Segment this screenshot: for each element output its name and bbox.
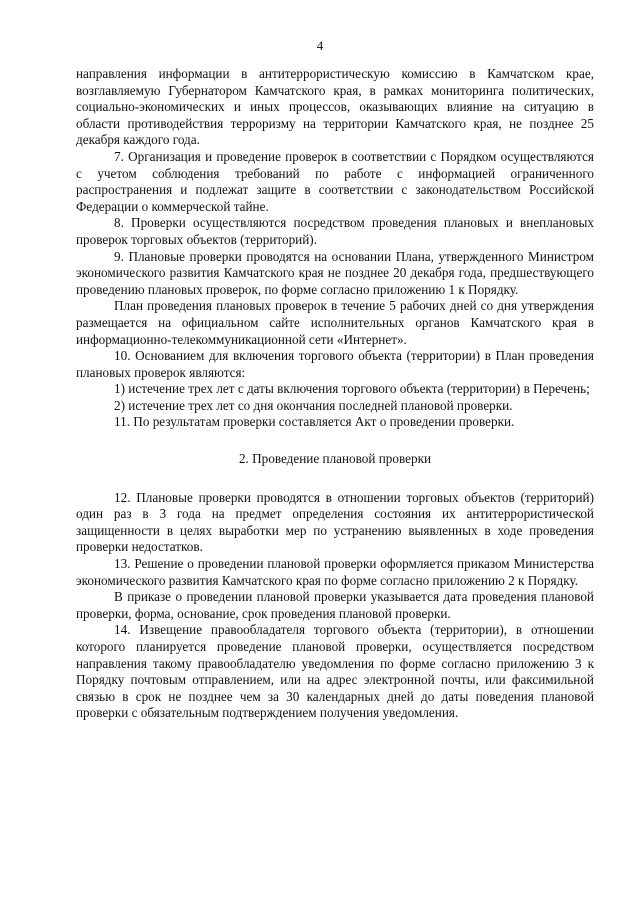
paragraph-13: 13. Решение о проведении плановой проверки оформляется приказом Министерства экономического развития Камчатского края по форме согласно приложению 2 к Порядку. [76,556,594,588]
paragraph-12: 12. Плановые проверки проводятся в отношении торговых объектов (территорий) один раз в 3 года на предмет определения состояния их антитеррористической защищенности в целях выработки мер по устранению выявленных в ходе проведения проверки недостатков. [76,489,594,555]
paragraph-14: 14. Извещение правообладателя торгового объекта (территории), в отношении которого планируется проведение плановой проверки, осуществляется посредством направления такому правообладателю уведомления по форме согласно приложению 3 к Порядку почтовым отправлением, или на адрес электронной почты, или факсимильной связью в срок не позднее чем за 30 календарных дней до даты поведения плановой проверки с обязательным подтверждением получения уведомления. [76,622,594,721]
paragraph-10: 10. Основанием для включения торгового объекта (территории) в План проведения плановых проверок являются: [76,348,594,380]
section-heading: 2. Проведение плановой проверки [238,451,432,467]
paragraph-9-plan: План проведения плановых проверок в течение 5 рабочих дней со дня утверждения размещается на официальном сайте исполнительных органов Камчатского края в информационно-телекоммуникационной сети «Интернет». [76,298,594,347]
paragraph-6-continuation: направления информации в антитеррористическую комиссию в Камчатском крае, возглавляемую Губернатором Камчатского края, в рамках мониторинга политических, социально-экономических и иных процессов, оказывающих влияние на ситуацию в области противодействия терроризму на территории Камчатского края, не позднее 25 декабря каждого года. [76,66,594,148]
paragraph-7: 7. Организация и проведение проверок в соответствии с Порядком осуществляются с учетом соблюдения требований по работе с информацией ограниченного распространения и подлежат защите в соответствии с законодательством Российской Федерации о коммерческой тайне. [76,148,594,214]
document-body [76,66,594,722]
paragraph-13-order: В приказе о проведении плановой проверки указывается дата проведения плановой проверки, форма, основание, срок проведения плановой проверки. [76,589,594,621]
paragraph-10-item-1: 1) истечение трех лет с даты включения торгового объекта (территории) в Перечень; [114,381,590,397]
paragraph-11: 11. По результатам проверки составляется Акт о проведении проверки. [114,414,515,430]
page-number: 4 [316,38,324,53]
paragraph-10-item-2: 2) истечение трех лет со дня окончания последней плановой проверки. [114,397,513,413]
paragraph-8: 8. Проверки осуществляются посредством проведения плановых и внеплановых проверок торговых объектов (территорий). [76,215,594,247]
paragraph-9: 9. Плановые проверки проводятся на основании Плана, утвержденного Министром экономического развития Камчатского края не позднее 20 декабря года, предшествующего проведению плановых проверок, по форме согласно приложению 1 к Порядку. [76,248,594,297]
